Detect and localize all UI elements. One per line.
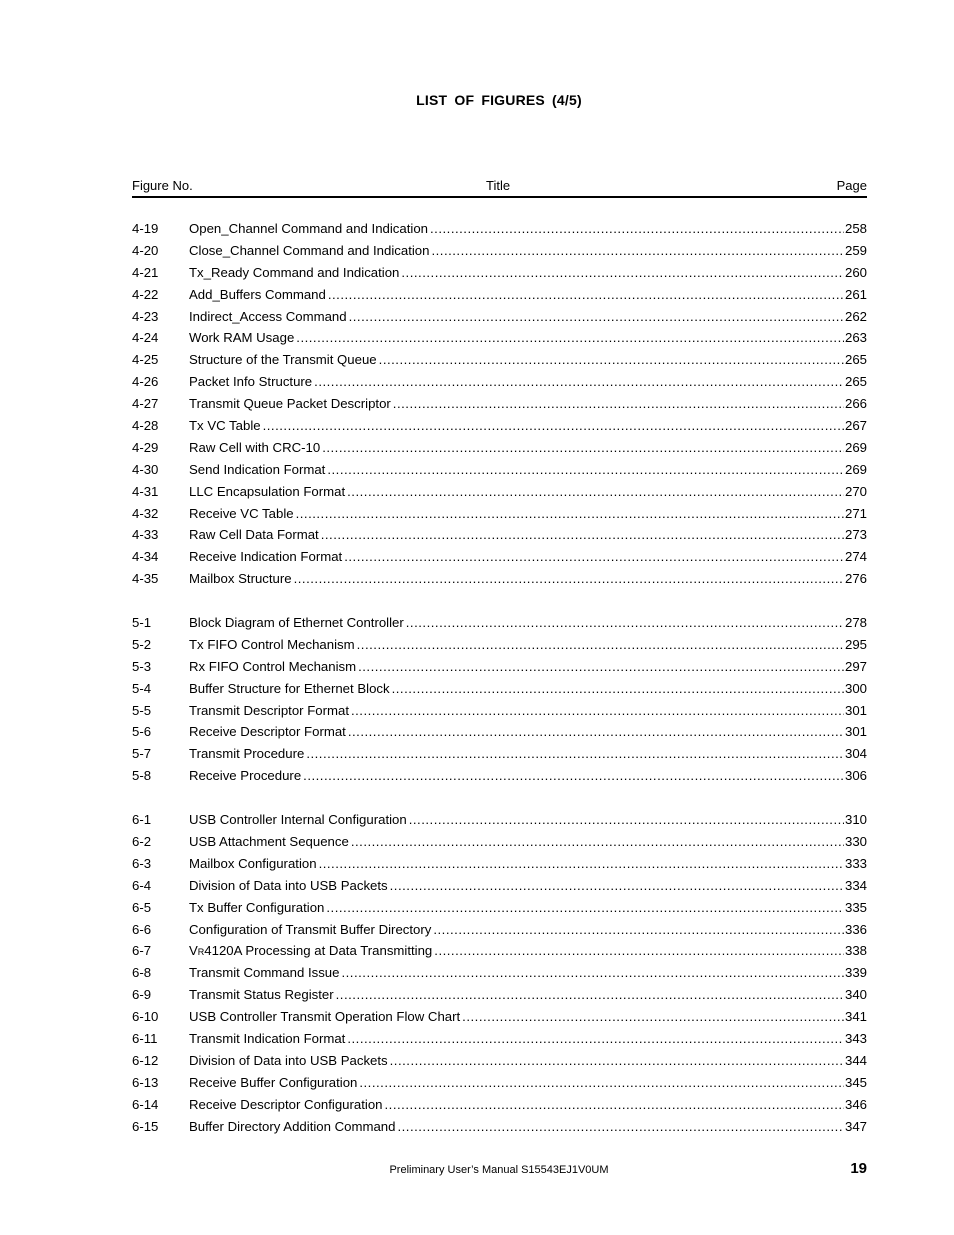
figure-number: 6-15: [132, 1118, 159, 1134]
figure-entry: [132, 897, 867, 919]
figure-page: 306: [844, 768, 867, 784]
dot-leader: [314, 371, 844, 393]
figure-title: VR4120A Processing at Data Transmitting: [189, 943, 433, 959]
figure-entry: [132, 568, 867, 590]
figure-page: 338: [844, 943, 867, 959]
figure-title: Rx FIFO Control Mechanism: [189, 658, 357, 674]
figure-page: 334: [844, 877, 867, 893]
dot-leader: [319, 853, 844, 875]
figure-number: 5-1: [132, 615, 152, 631]
figure-page: 269: [844, 461, 867, 477]
figure-entry: [132, 940, 867, 962]
figure-number: 6-3: [132, 855, 152, 871]
figure-number: 6-10: [132, 1009, 159, 1025]
figure-entry: [132, 459, 867, 481]
figure-title: Transmit Indication Format: [189, 1030, 346, 1046]
dot-leader: [351, 831, 844, 853]
dot-leader: [296, 327, 844, 349]
figure-title: Mailbox Structure: [189, 571, 292, 587]
figure-page: 333: [844, 855, 867, 871]
figure-page: 271: [844, 505, 867, 521]
figure-title: Add_Buffers Command: [189, 286, 326, 302]
title-header: Title: [486, 178, 511, 193]
figure-title: Receive Procedure: [189, 768, 302, 784]
figure-entry: [132, 919, 867, 941]
figure-group: [132, 612, 867, 787]
figure-entry: [132, 765, 867, 787]
figure-entry: [132, 875, 867, 897]
figure-page: 335: [844, 899, 867, 915]
figure-page: 336: [844, 921, 867, 937]
figure-number: 4-26: [132, 374, 159, 390]
dot-leader: [303, 765, 844, 787]
dot-leader: [357, 634, 844, 656]
dot-leader: [401, 262, 844, 284]
figure-title: Tx VC Table: [189, 418, 261, 434]
figure-number: 4-24: [132, 330, 159, 346]
figure-page: 269: [844, 439, 867, 455]
figure-page: 270: [844, 483, 867, 499]
figure-number: 4-30: [132, 461, 159, 477]
figure-entry: [132, 721, 867, 743]
figure-entry: [132, 1050, 867, 1072]
figure-page: 340: [844, 987, 867, 1003]
figure-page: 345: [844, 1074, 867, 1090]
figure-title: Work RAM Usage: [189, 330, 295, 346]
figure-number: 4-29: [132, 439, 159, 455]
figure-number: 5-5: [132, 702, 152, 718]
dot-leader: [379, 349, 844, 371]
figure-entry: [132, 853, 867, 875]
figure-page: 276: [844, 571, 867, 587]
dot-leader: [328, 284, 844, 306]
figure-title: Indirect_Access Command: [189, 308, 347, 324]
dot-leader: [433, 919, 844, 941]
figure-page: 259: [844, 242, 867, 258]
figure-title: Receive Indication Format: [189, 549, 343, 565]
dot-leader: [349, 306, 844, 328]
figure-title: Mailbox Configuration: [189, 855, 317, 871]
figure-title: Block Diagram of Ethernet Controller: [189, 615, 404, 631]
figure-entry: [132, 831, 867, 853]
dot-leader: [347, 481, 844, 503]
dot-leader: [263, 415, 844, 437]
dot-leader: [392, 678, 844, 700]
dot-leader: [406, 612, 844, 634]
figure-number: 4-32: [132, 505, 159, 521]
figure-entry: [132, 262, 867, 284]
figure-page: 300: [844, 680, 867, 696]
figure-number: 6-12: [132, 1052, 159, 1068]
dot-leader: [397, 1116, 844, 1138]
figure-entry: [132, 415, 867, 437]
figure-entry: [132, 962, 867, 984]
figure-page: 262: [844, 308, 867, 324]
figure-title: Transmit Descriptor Format: [189, 702, 349, 718]
figure-title: Tx_Ready Command and Indication: [189, 264, 400, 280]
figure-title: USB Controller Transmit Operation Flow Chart: [189, 1009, 461, 1025]
figure-page: 347: [844, 1118, 867, 1134]
figure-title: Close_Channel Command and Indication: [189, 242, 430, 258]
figure-entry: [132, 984, 867, 1006]
dot-leader: [409, 809, 844, 831]
figure-entry: [132, 1072, 867, 1094]
figure-entry: [132, 393, 867, 415]
figure-title: Receive Buffer Configuration: [189, 1074, 358, 1090]
figure-number: 5-8: [132, 768, 152, 784]
figure-title: Packet Info Structure: [189, 374, 313, 390]
figure-entry: [132, 1006, 867, 1028]
figure-page: 295: [844, 636, 867, 652]
figure-page: 346: [844, 1096, 867, 1112]
figure-number: 6-7: [132, 943, 152, 959]
figure-page: 260: [844, 264, 867, 280]
figure-page: 344: [844, 1052, 867, 1068]
dot-leader: [344, 546, 844, 568]
dot-leader: [431, 240, 844, 262]
dot-leader: [351, 700, 844, 722]
figure-page: 267: [844, 418, 867, 434]
dot-leader: [385, 1094, 844, 1116]
figure-entry: [132, 349, 867, 371]
figure-entry: [132, 809, 867, 831]
figure-title: USB Attachment Sequence: [189, 833, 349, 849]
figure-title: USB Controller Internal Configuration: [189, 812, 407, 828]
figure-page: 301: [844, 724, 867, 740]
figure-title: Transmit Status Register: [189, 987, 334, 1003]
dot-leader: [358, 656, 844, 678]
figure-title: Transmit Queue Packet Descriptor: [189, 396, 391, 412]
figure-number: 6-2: [132, 833, 152, 849]
figure-entry: [132, 634, 867, 656]
figure-page: 341: [844, 1009, 867, 1025]
dot-leader: [434, 940, 844, 962]
figure-entry: [132, 700, 867, 722]
figure-title: LLC Encapsulation Format: [189, 483, 346, 499]
figure-title: Receive Descriptor Configuration: [189, 1096, 383, 1112]
figure-number: 4-33: [132, 527, 159, 543]
dot-leader: [347, 1028, 844, 1050]
figure-page: 263: [844, 330, 867, 346]
dot-leader: [359, 1072, 844, 1094]
table-header: [132, 178, 867, 198]
figure-number: 4-21: [132, 264, 159, 280]
dot-leader: [348, 721, 844, 743]
figure-page: 310: [844, 812, 867, 828]
figure-group: [132, 809, 867, 1137]
figure-number: 6-1: [132, 812, 152, 828]
figure-page: 265: [844, 352, 867, 368]
figure-entry: [132, 1116, 867, 1138]
dot-leader: [326, 897, 844, 919]
figure-number: 6-13: [132, 1074, 159, 1090]
figure-title: Receive Descriptor Format: [189, 724, 346, 740]
page-header: Page: [836, 178, 867, 193]
dot-leader: [390, 1050, 844, 1072]
figure-number: 4-19: [132, 221, 159, 236]
figure-entry: [132, 612, 867, 634]
figure-group: [132, 218, 867, 590]
figure-number: 5-3: [132, 658, 152, 674]
figure-title: Transmit Command Issue: [189, 965, 340, 981]
figure-title: Transmit Procedure: [189, 746, 305, 762]
figure-number: 4-23: [132, 308, 159, 324]
figure-number: 4-31: [132, 483, 159, 499]
figure-number: 4-34: [132, 549, 159, 565]
figure-number: 5-2: [132, 636, 152, 652]
dot-leader: [296, 503, 844, 525]
figure-entry: [132, 371, 867, 393]
figure-entry: [132, 503, 867, 525]
figure-title: Raw Cell Data Format: [189, 527, 319, 543]
dot-leader: [430, 218, 844, 240]
figure-entry: [132, 743, 867, 765]
figure-number: 6-4: [132, 877, 152, 893]
figure-page: 273: [844, 527, 867, 543]
figure-page: 265: [844, 374, 867, 390]
figure-entry: [132, 546, 867, 568]
figure-page: 330: [844, 833, 867, 849]
figure-entry: [132, 327, 867, 349]
figure-number: 5-6: [132, 724, 152, 740]
figure-number: 4-28: [132, 418, 159, 434]
figure-number: 6-9: [132, 987, 152, 1003]
dot-leader: [462, 1006, 844, 1028]
figure-title: Tx Buffer Configuration: [189, 899, 325, 915]
figure-number: 6-14: [132, 1096, 159, 1112]
figure-number: 6-5: [132, 899, 152, 915]
figure-title: Division of Data into USB Packets: [189, 1052, 388, 1068]
figure-entry: [132, 1094, 867, 1116]
figure-entry: [132, 284, 867, 306]
figure-title: Open_Channel Command and Indication: [189, 221, 428, 236]
figure-page: 343: [844, 1030, 867, 1046]
figure-title: Buffer Directory Addition Command: [189, 1118, 396, 1134]
dot-leader: [321, 524, 844, 546]
figure-title: Division of Data into USB Packets: [189, 877, 388, 893]
figure-entry: [132, 524, 867, 546]
figure-list: [132, 218, 867, 1159]
dot-leader: [327, 459, 844, 481]
figure-title: Send Indication Format: [189, 461, 326, 477]
figure-page: 301: [844, 702, 867, 718]
figure-number: 4-20: [132, 242, 159, 258]
figure-title: Receive VC Table: [189, 505, 294, 521]
dot-leader: [306, 743, 844, 765]
figure-title: Tx FIFO Control Mechanism: [189, 636, 355, 652]
figure-number: 5-7: [132, 746, 152, 762]
figure-entry: [132, 678, 867, 700]
figure-page: 258: [844, 221, 867, 236]
figure-number: 6-8: [132, 965, 152, 981]
figure-number: 6-6: [132, 921, 152, 937]
dot-leader: [341, 962, 844, 984]
figure-title: Structure of the Transmit Queue: [189, 352, 377, 368]
figure-page: 339: [844, 965, 867, 981]
figure-no-header: Figure No.: [132, 178, 193, 193]
figure-number: 4-35: [132, 571, 159, 587]
dot-leader: [336, 984, 844, 1006]
figure-title: Buffer Structure for Ethernet Block: [189, 680, 390, 696]
figure-number: 5-4: [132, 680, 152, 696]
figure-page: 261: [844, 286, 867, 302]
figure-page: 297: [844, 658, 867, 674]
dot-leader: [322, 437, 844, 459]
dot-leader: [390, 875, 844, 897]
figure-entry: [132, 1028, 867, 1050]
figure-page: 278: [844, 615, 867, 631]
figure-entry: [132, 218, 867, 240]
figure-number: 4-25: [132, 352, 159, 368]
figure-title: Raw Cell with CRC-10: [189, 439, 321, 455]
figure-entry: [132, 306, 867, 328]
figure-entry: [132, 656, 867, 678]
page-title: LIST OF FIGURES (4/5): [416, 92, 582, 108]
footer-text: Preliminary User’s Manual S15543EJ1V0UM: [389, 1164, 609, 1176]
figure-number: 4-27: [132, 396, 159, 412]
figure-entry: [132, 240, 867, 262]
figure-page: 266: [844, 396, 867, 412]
dot-leader: [294, 568, 844, 590]
figure-page: 274: [844, 549, 867, 565]
dot-leader: [393, 393, 844, 415]
figure-title: Configuration of Transmit Buffer Directory: [189, 921, 432, 937]
page-number: 19: [850, 1160, 867, 1177]
figure-number: 6-11: [132, 1030, 158, 1046]
figure-entry: [132, 437, 867, 459]
figure-entry: [132, 481, 867, 503]
figure-page: 304: [844, 746, 867, 762]
figure-number: 4-22: [132, 286, 159, 302]
